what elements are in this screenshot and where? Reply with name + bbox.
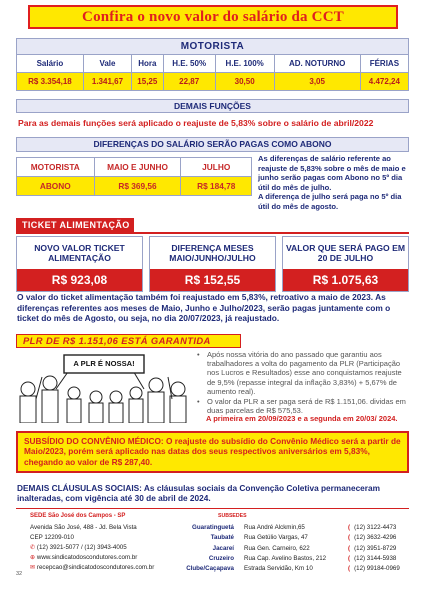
- convenio-box: [16, 431, 409, 473]
- protest-sign-text: A PLR É NOSSA!: [73, 359, 135, 368]
- val-ferias: 4.472,24: [360, 73, 408, 91]
- subsede-address: Rua André Alckmin,65: [244, 524, 305, 531]
- subsede-address: Estrada Servidão, Km 10: [244, 565, 313, 573]
- clausulas-text: DEMAIS CLÁUSULAS SOCIAIS: As cláusulas sociais da Convenção Coletiva permaneceram inalteradas, com vigência até 30 de abril de 2024.: [17, 483, 381, 504]
- subsede-address: Rua Getúlio Vargas, 47: [244, 534, 308, 542]
- subsede-city: Guaratinguetá: [192, 524, 234, 531]
- ticket-value: R$ 152,55: [150, 269, 275, 291]
- ticket-text: O valor do ticket alimentação também foi reajustado em 5,83%, retroativo a maio de 2023. As diferenças referentes aos meses de Maio, Junho e Julho/2023, serão pagas juntamente com o ticket do mês de Agosto, ou seja, no dia 20/07/2023, já reajustado.: [17, 292, 391, 324]
- diff-col-maio-junho: MAIO E JUNHO: [94, 158, 181, 177]
- sede-cep: CEP 12209-010: [30, 534, 74, 541]
- subsede-phone-text: (12) 3632-4296: [354, 534, 397, 542]
- ticket-col-valor-pago: [282, 236, 409, 292]
- sede-contact: [30, 523, 154, 573]
- subsede-phone-text: (12) 3951-8729: [354, 544, 397, 552]
- ticket-header: NOVO VALOR TICKET ALIMENTAÇÃO: [17, 237, 142, 269]
- val-salario: R$ 3.354,18: [17, 73, 84, 91]
- plr-dates: A primeira em 20/09/2023 e a segunda em 20/03/ 2024.: [206, 414, 398, 423]
- subsede-phone: [348, 533, 400, 543]
- val-he100: 30,50: [215, 73, 274, 91]
- plr-banner: PLR DE R$ 1.151,06 ESTÁ GARANTIDA: [16, 334, 241, 348]
- subsede-city: Cruzeiro: [208, 554, 234, 562]
- plr-bullet-list: [196, 350, 410, 416]
- subsede-phone: [348, 554, 400, 564]
- ticket-col-novo-valor: [16, 236, 143, 292]
- col-ferias: FÉRIAS: [360, 55, 408, 73]
- ticket-value: R$ 1.075,63: [283, 269, 408, 291]
- diff-col-julho: JULHO: [181, 158, 252, 177]
- mail-icon: ✉: [30, 564, 37, 571]
- sede-email-text[interactable]: recepcao@sindicatodoscondutores.com.br: [36, 564, 155, 571]
- col-he50: H.E. 50%: [163, 55, 215, 73]
- page-title: Confira o novo valor do salário da CCT: [82, 8, 344, 25]
- col-salario: Salário: [17, 55, 84, 73]
- diferencas-table: [16, 157, 252, 196]
- demais-funcoes-header: DEMAIS FUNÇÕES: [16, 99, 409, 113]
- diff-val-julho: R$ 184,78: [181, 177, 252, 196]
- diff-val-maio-junho: R$ 369,56: [94, 177, 181, 196]
- sede-phone: [30, 543, 154, 553]
- motorista-header: MOTORISTA: [17, 39, 409, 55]
- phone-icon: (: [348, 524, 351, 531]
- subsede-row: [166, 544, 354, 554]
- convenio-text: SUBSÍDIO DO CONVÊNIO MÉDICO: O reajuste do subsídio do Convênio Médico será a partir de Maio/2023, porém será aplicado nas datas dos seus respectivos aniversários em 5,83%, chegando ao valor de R$ 287,40.: [24, 436, 401, 467]
- col-vale: Vale: [83, 55, 131, 73]
- sede-website-text[interactable]: www.sindicatodoscondutores.com.br: [36, 554, 138, 561]
- diff-val-abono: ABONO: [17, 177, 95, 196]
- subsede-phone: [348, 523, 400, 533]
- phone-icon: (: [348, 554, 351, 562]
- ticket-grid: [16, 236, 409, 292]
- subsede-phone: [348, 564, 400, 574]
- val-vale: 1.341,67: [83, 73, 131, 91]
- subsede-phone-text: (12) 99184-0969: [354, 565, 400, 573]
- subsede-phone-text: (12) 3144-5938: [354, 554, 397, 562]
- col-he100: H.E. 100%: [215, 55, 274, 73]
- ticket-header: VALOR QUE SERÁ PAGO EM 20 DE JULHO: [283, 237, 408, 269]
- ticket-label: TICKET ALIMENTAÇÃO: [16, 218, 134, 233]
- footer: [16, 508, 409, 578]
- ticket-divider: [16, 232, 409, 234]
- val-ad-noturno: 3,05: [274, 73, 360, 91]
- plr-bullet-1: • Após nossa vitória do ano passado que garantiu aos trabalhadores a volta do pagamento da PLR (Participação nos Lucros e Resultados) esse ano conquistamos reajuste de 9,5% (repasse integral da inflação 3,83%) + 5,67% de aumento real).: [196, 350, 410, 396]
- globe-icon: ⊕: [30, 554, 37, 561]
- subsede-address: Rua Cap. Avelino Bastos, 212: [244, 554, 327, 562]
- sede-address: Avenida São José, 488 - Jd. Bela Vista: [30, 524, 137, 531]
- ticket-header: DIFERENÇA MESES MAIO/JUNHO/JULHO: [150, 237, 275, 269]
- motorista-table: [16, 38, 409, 91]
- phone-icon: ✆: [30, 544, 37, 551]
- ticket-col-diferenca: [149, 236, 276, 292]
- sede-website[interactable]: [30, 553, 154, 563]
- subsede-phone-text: (12) 3122-4473: [354, 524, 397, 531]
- subsede-city: Clube/Caçapava: [186, 565, 234, 573]
- col-ad-noturno: AD. NOTURNO: [274, 55, 360, 73]
- phone-icon: (: [348, 534, 351, 542]
- page-number: 32: [16, 571, 23, 577]
- sede-tag: SEDE São José dos Campos - SP: [30, 513, 126, 519]
- val-he50: 22,87: [163, 73, 215, 91]
- subsede-city: Jacareí: [212, 544, 234, 552]
- subsedes-phones: [348, 523, 400, 574]
- diferencas-note-1: As diferenças de salário referente ao reajuste de 5,83% sobre o mês de maio e junho serão pagas com Abono no 5º dia útil do mês de julho.: [258, 154, 406, 192]
- sede-email[interactable]: [30, 563, 154, 573]
- page-title-banner: [28, 5, 398, 29]
- phone-icon: (: [348, 544, 351, 552]
- subsede-row: [166, 554, 354, 564]
- subsede-phone: [348, 544, 400, 554]
- subsede-address: Rua Gen. Carneiro, 622: [244, 544, 310, 552]
- subsedes-tag: SUBSEDES: [218, 513, 247, 519]
- col-hora: Hora: [132, 55, 164, 73]
- subsede-row: [166, 523, 354, 533]
- subsede-row: [166, 533, 354, 543]
- plr-bullet-2: • O valor da PLR a ser paga será de R$ 1.151,06. dividas em duas parcelas de R$ 575,53.: [196, 397, 410, 415]
- ticket-value: R$ 923,08: [17, 269, 142, 291]
- sede-phone-text: (12) 3921-5077 / (12) 3943-4005: [36, 544, 127, 551]
- demais-funcoes-text: Para as demais funções será aplicado o reajuste de 5,83% sobre o salário de abril/2022: [18, 118, 374, 128]
- subsedes-list: [166, 523, 354, 574]
- diferencas-header: DIFERENÇAS DO SALÁRIO SERÃO PAGAS COMO ABONO: [16, 137, 409, 152]
- subsede-row: [166, 564, 354, 574]
- diferencas-note-2: A diferença de julho será paga no 5º dia útil do mês de agosto.: [258, 192, 402, 211]
- diferencas-note: [258, 154, 410, 212]
- phone-icon: (: [348, 565, 351, 573]
- diff-col-motorista: MOTORISTA: [17, 158, 95, 177]
- val-hora: 15,25: [132, 73, 164, 91]
- subsede-city: Taubaté: [210, 534, 234, 542]
